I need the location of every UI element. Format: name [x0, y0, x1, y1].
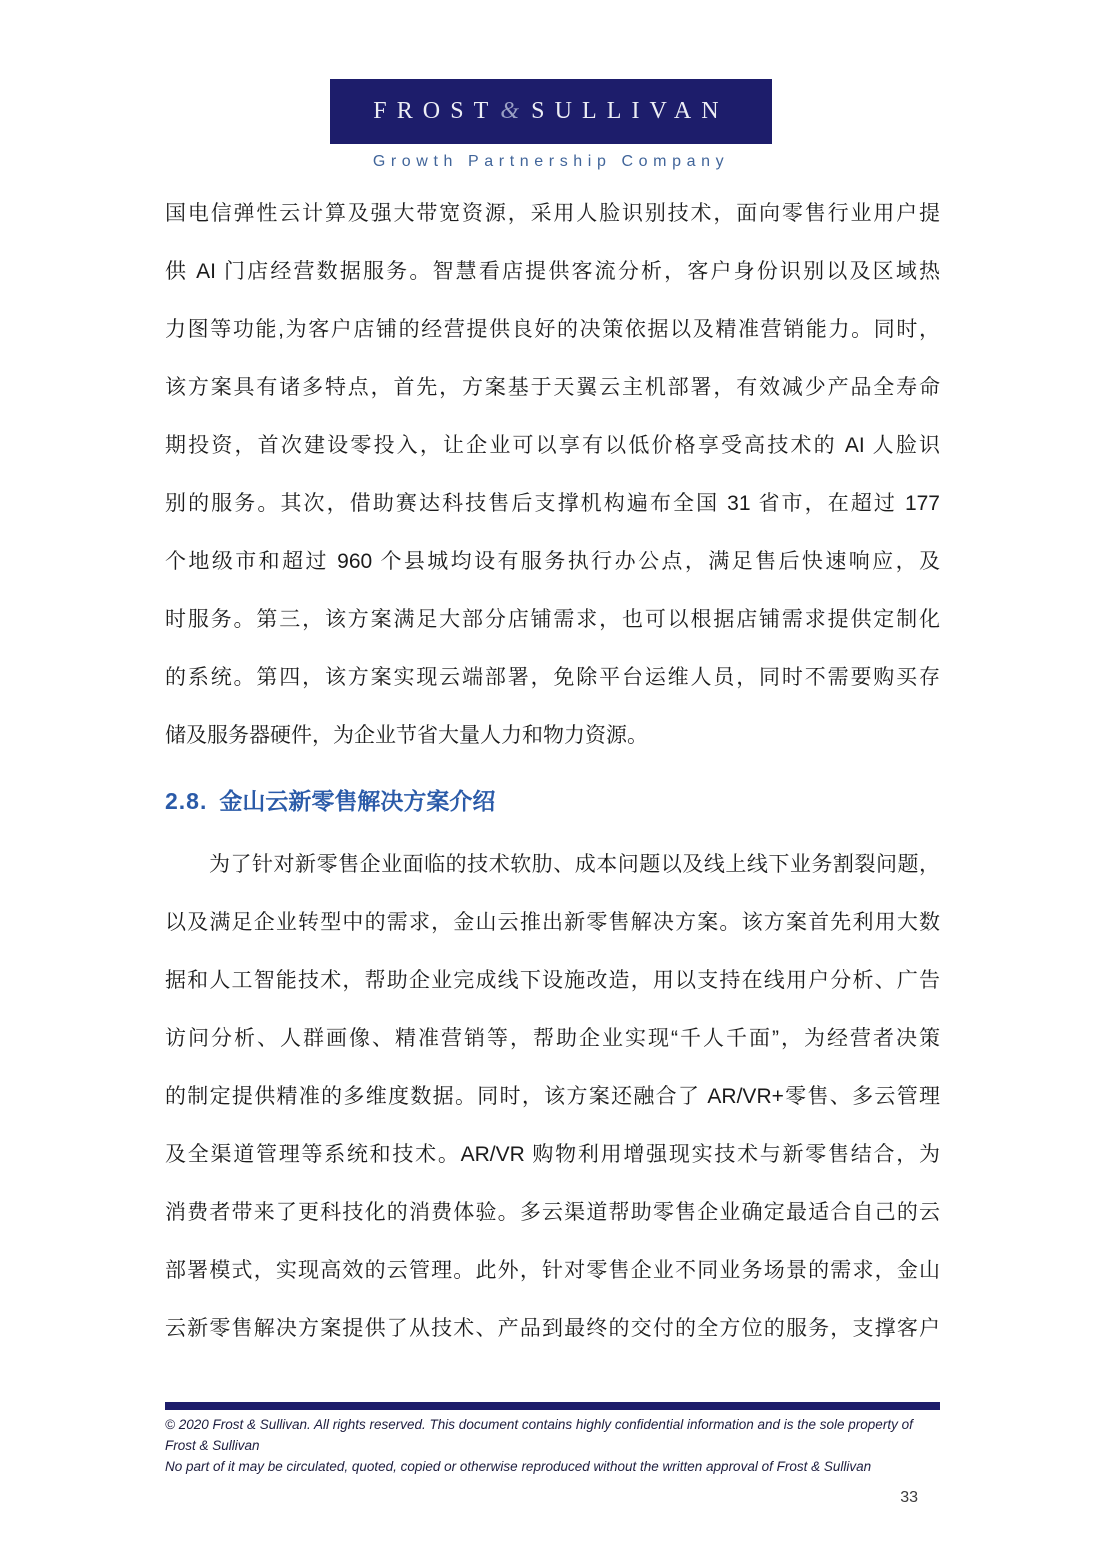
body-text-line: 时服务。第三，该方案满足大部分店铺需求，也可以根据店铺需求提供定制化: [165, 608, 940, 631]
body-text-line: 该方案具有诸多特点，首先，方案基于天翼云主机部署，有效减少产品全寿命: [165, 376, 940, 399]
body-text-line: 的系统。第四，该方案实现云端部署，免除平台运维人员，同时不需要购买存: [165, 666, 940, 689]
section-heading-number: 2.8.: [165, 788, 208, 814]
frost-sullivan-logo: [330, 79, 772, 144]
footer-copyright: [165, 1414, 940, 1477]
body-text-line: 据和人工智能技术，帮助企业完成线下设施改造，用以支持在线用户分析、广告: [165, 969, 940, 992]
footer-copyright-line1: © 2020 Frost & Sullivan. All rights reserved. This document contains highly confidential information and is the sole property of Frost & Sullivan: [165, 1417, 913, 1453]
page-footer: [165, 1402, 940, 1507]
body-text-line: 储及服务器硬件，为企业节省大量人力和物力资源。: [165, 724, 648, 747]
page-number: 33: [900, 1489, 918, 1506]
footer-copyright-line2: No part of it may be circulated, quoted, copied or otherwise reproduced without the written approval of Frost & Sullivan: [165, 1459, 872, 1474]
body-text-line: 个地级市和超过 960 个县城均设有服务执行办公点，满足售后快速响应，及: [165, 550, 940, 573]
page-body: [165, 185, 940, 1358]
body-text-line: 以及满足企业转型中的需求，金山云推出新零售解决方案。该方案首先利用大数: [165, 911, 940, 934]
logo-brand-text: [373, 98, 728, 125]
body-text-line: 为了针对新零售企业面临的技术软肋、成本问题以及线上线下业务割裂问题，: [209, 853, 940, 876]
body-text-line: 国电信弹性云计算及强大带宽资源，采用人脸识别技术，面向零售行业用户提: [165, 202, 940, 225]
body-text-line: 云新零售解决方案提供了从技术、产品到最终的交付的全方位的服务，支撑客户: [165, 1317, 940, 1340]
body-text-line: 访问分析、人群画像、精准营销等，帮助企业实现“千人千面”，为经营者决策: [165, 1027, 940, 1050]
body-text-line: 力图等功能,为客户店铺的经营提供良好的决策依据以及精准营销能力。同时，: [165, 318, 940, 341]
paragraph-2: [165, 836, 940, 1358]
body-text-line: 期投资，首次建设零投入，让企业可以享有以低价格享受高技术的 AI 人脸识: [165, 434, 940, 457]
body-text-line: 部署模式，实现高效的云管理。此外，针对零售企业不同业务场景的需求，金山: [165, 1259, 940, 1282]
logo-word-frost: FROST: [373, 98, 499, 124]
logo-ampersand: &: [500, 98, 530, 124]
paragraph-1: [165, 185, 940, 765]
logo-tagline: Growth Partnership Company: [372, 153, 730, 170]
section-heading-title: 金山云新零售解决方案介绍: [219, 788, 496, 814]
body-text-line: 的制定提供精准的多维度数据。同时，该方案还融合了 AR/VR+零售、多云管理: [165, 1085, 940, 1108]
footer-divider: [165, 1402, 940, 1410]
logo-word-sullivan: SULLIVAN: [531, 98, 729, 124]
body-text-line: 及全渠道管理等系统和技术。AR/VR 购物利用增强现实技术与新零售结合，为: [165, 1143, 940, 1166]
body-text-line: 消费者带来了更科技化的消费体验。多云渠道帮助零售企业确定最适合自己的云: [165, 1201, 940, 1224]
body-text-line: 供 AI 门店经营数据服务。智慧看店提供客流分析，客户身份识别以及区域热: [165, 260, 940, 283]
section-heading: [165, 779, 940, 823]
body-text-line: 别的服务。其次，借助赛达科技售后支撑机构遍布全国 31 省市，在超过 177: [165, 492, 940, 515]
